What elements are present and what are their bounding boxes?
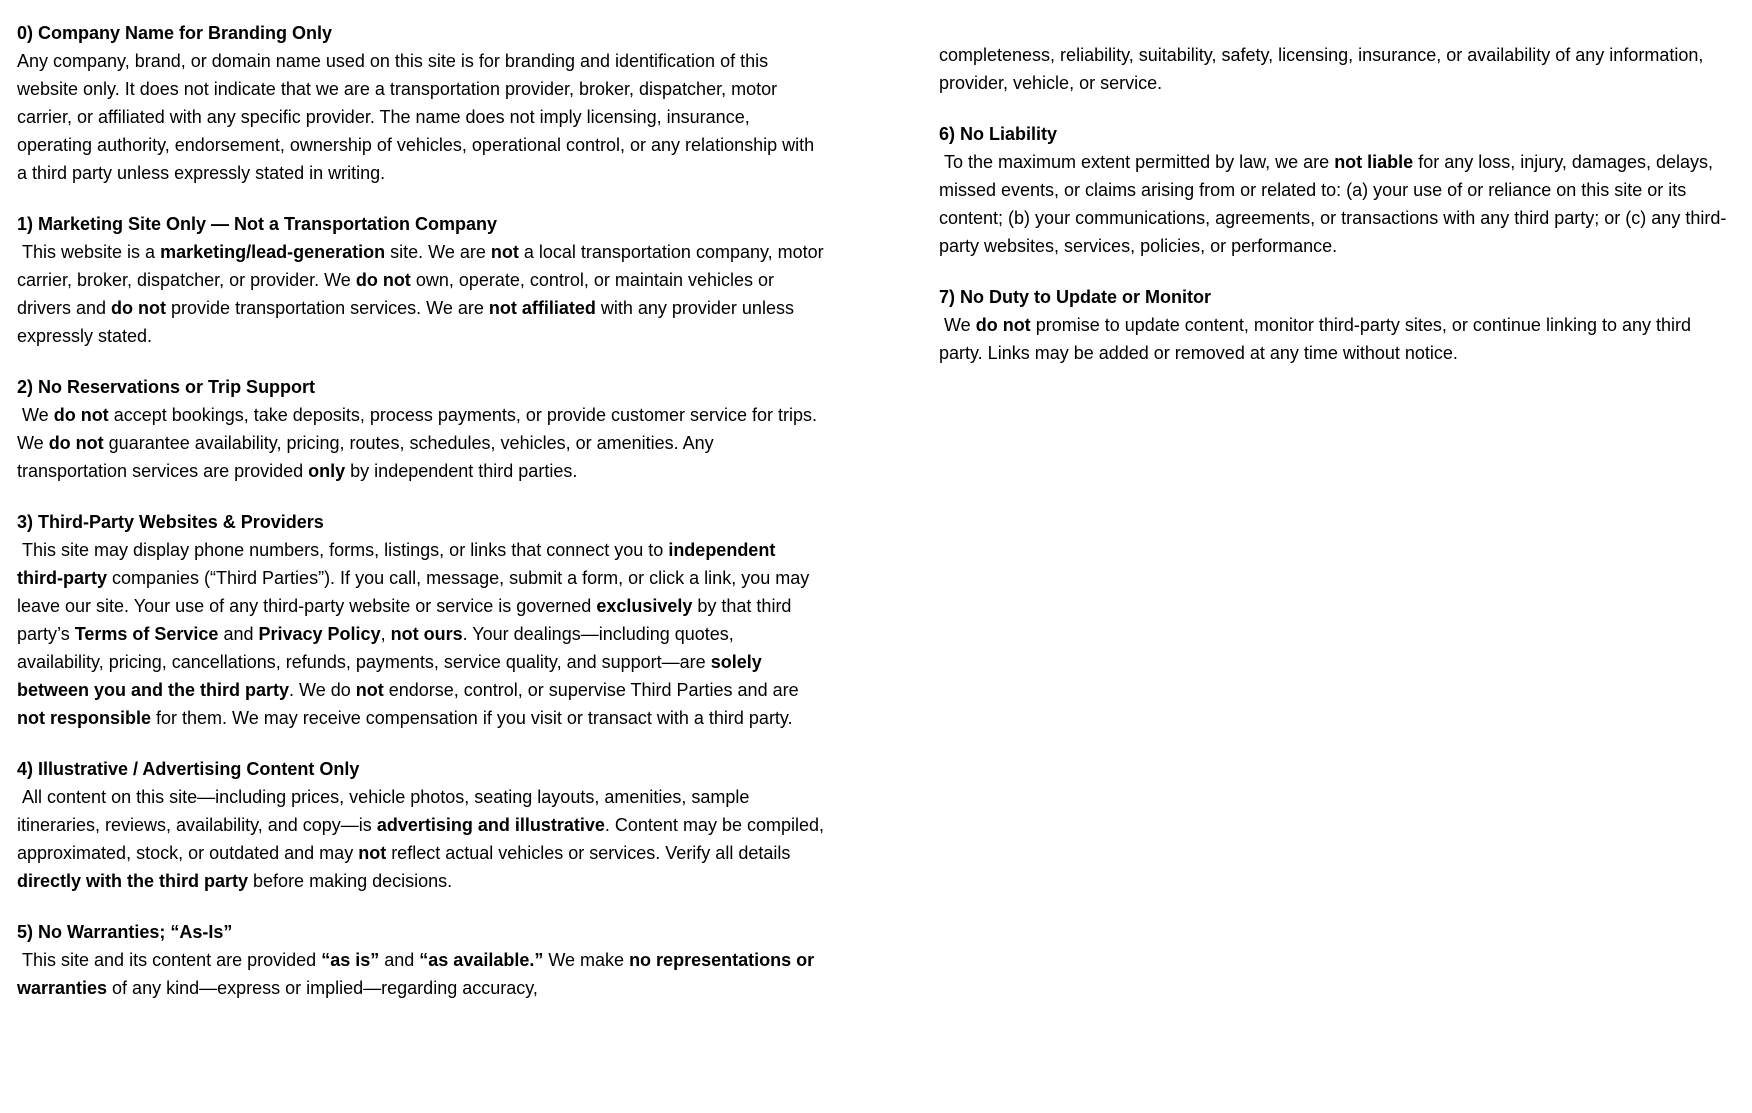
text-run: by independent third parties. — [345, 461, 578, 481]
bold-text-run: no representations or warranties — [17, 950, 820, 998]
bold-text-run: do not — [48, 433, 104, 453]
bold-text-run: do not — [53, 405, 109, 425]
text-run: with any provider unless expressly stated. — [17, 298, 799, 346]
bold-text-run: solely between you and the third party — [17, 652, 767, 700]
text-run: endorse, control, or supervise Third Parties and are — [383, 680, 804, 700]
bold-text-run: exclusively — [596, 596, 693, 616]
section-paragraph — [17, 238, 829, 350]
bold-text-run: do not — [355, 270, 411, 290]
bold-text-run: not — [490, 242, 519, 262]
text-run: We — [17, 405, 54, 425]
text-run: own, operate, control, or maintain vehicles or drivers and — [17, 270, 780, 318]
text-run: . We do — [289, 680, 356, 700]
section-heading: 5) No Warranties; “As-Is” — [17, 922, 233, 942]
section-heading: 3) Third-Party Websites & Providers — [17, 512, 324, 532]
bold-text-run: directly with the third party — [17, 871, 249, 891]
section-heading: 7) No Duty to Update or Monitor — [939, 287, 1211, 307]
bold-text-run: not affiliated — [488, 298, 596, 318]
text-run: This site may display phone numbers, forms, listings, or links that connect you to — [17, 540, 669, 560]
text-run: and — [218, 624, 259, 644]
section-paragraph — [939, 311, 1739, 367]
bold-text-run: only — [308, 461, 346, 481]
section-paragraph — [17, 47, 825, 187]
text-run: promise to update content, monitor third-party sites, or continue linking to any third party. Links may be added or removed at any time without notice. — [939, 315, 1697, 363]
bold-text-run: not — [358, 843, 387, 863]
text-run: accept bookings, take deposits, process payments, or provide customer service for trips. We — [17, 405, 823, 453]
section-paragraph — [17, 783, 830, 895]
bold-text-run: not liable — [1334, 152, 1414, 172]
section-1-marketing-site-only — [17, 210, 829, 350]
text-run: companies (“Third Parties”). If you call, message, submit a form, or click a link, you may leave our site. Your use of any third-party website or service is governed — [17, 568, 815, 616]
section-heading: 4) Illustrative / Advertising Content Only — [17, 759, 360, 779]
disclaimer-column-right — [939, 41, 1739, 390]
text-run: To the maximum extent permitted by law, we are — [939, 152, 1335, 172]
section-5-no-warranties — [17, 918, 825, 1002]
disclaimer-column-left — [17, 19, 830, 1025]
section-3-third-party-websites — [17, 508, 825, 732]
section-heading: 0) Company Name for Branding Only — [17, 23, 333, 43]
text-run: and — [379, 950, 420, 970]
text-run: completeness, reliability, suitability, safety, licensing, insurance, or availability of any information, provider, vehicle, or service. — [939, 45, 1709, 93]
bold-text-run: Privacy Policy — [258, 624, 381, 644]
bold-text-run: independent third-party — [17, 540, 781, 588]
text-run: for them. We may receive compensation if you visit or transact with a third party. — [151, 708, 793, 728]
bold-text-run: do not — [111, 298, 167, 318]
bold-text-run: not ours — [390, 624, 463, 644]
section-paragraph — [17, 401, 825, 485]
section-heading: 6) No Liability — [939, 124, 1058, 144]
text-run: . Content may be compiled, approximated, stock, or outdated and may — [17, 815, 830, 863]
text-run: Any company, brand, or domain name used on this site is for branding and identification of this website only. It does not indicate that we are a transportation provider, broker, dispatcher, motor carrier, or affiliated with any specific provider. The name does not imply licensing, insurance, operating authority, endorsement, ownership of vehicles, operational control, or any relationship with a third party unless expressly stated in writing. — [17, 51, 820, 183]
bold-text-run: “as available.” — [419, 950, 544, 970]
bold-text-run: do not — [975, 315, 1031, 335]
section-4-illustrative-content — [17, 755, 830, 895]
text-run: . Your dealings—including quotes, availability, pricing, cancellations, refunds, payments, service quality, and support—are — [17, 624, 739, 672]
text-run: guarantee availability, pricing, routes, schedules, vehicles, or amenities. Any transportation services are provided — [17, 433, 719, 481]
text-run: site. We are — [385, 242, 491, 262]
section-paragraph — [939, 148, 1739, 260]
text-run: We — [939, 315, 976, 335]
bold-text-run: not responsible — [17, 708, 152, 728]
text-run: All content on this site—including prices, vehicle photos, seating layouts, amenities, sample itineraries, reviews, availability, and copy—is — [17, 787, 755, 835]
text-run: This site and its content are provided — [17, 950, 322, 970]
continued-paragraph — [939, 41, 1739, 97]
section-heading: 2) No Reservations or Trip Support — [17, 377, 316, 397]
section-6-no-liability — [939, 120, 1739, 260]
section-heading: 1) Marketing Site Only — Not a Transportation Company — [17, 214, 498, 234]
section-paragraph — [17, 946, 825, 1002]
text-run: This website is a — [17, 242, 161, 262]
bold-text-run: Terms of Service — [74, 624, 219, 644]
section-7-no-duty-to-update — [939, 283, 1739, 367]
bold-text-run: advertising and illustrative — [376, 815, 605, 835]
text-run: of any kind—express or implied—regarding accuracy, — [107, 978, 538, 998]
section-0-company-name-branding — [17, 19, 825, 187]
text-run: reflect actual vehicles or services. Verify all details — [386, 843, 796, 863]
section-2-no-reservations — [17, 373, 825, 485]
text-run: a local transportation company, motor carrier, broker, dispatcher, or provider. We — [17, 242, 829, 290]
section-paragraph — [17, 536, 825, 732]
text-run: , — [380, 624, 391, 644]
text-run: by that third party’s — [17, 596, 797, 644]
section-5-no-warranties-continued — [939, 41, 1739, 97]
bold-text-run: “as is” — [321, 950, 380, 970]
text-run: for any loss, injury, damages, delays, missed events, or claims arising from or related to: (a) your use of or reliance on this site or its content; (b) your communications, agreements, or transactions with any third party; or (c) any third-party websites, services, policies, or performance. — [939, 152, 1727, 256]
bold-text-run: marketing/lead-generation — [160, 242, 386, 262]
bold-text-run: not — [355, 680, 384, 700]
text-run: We make — [543, 950, 630, 970]
text-run: provide transportation services. We are — [166, 298, 489, 318]
text-run: before making decisions. — [248, 871, 453, 891]
